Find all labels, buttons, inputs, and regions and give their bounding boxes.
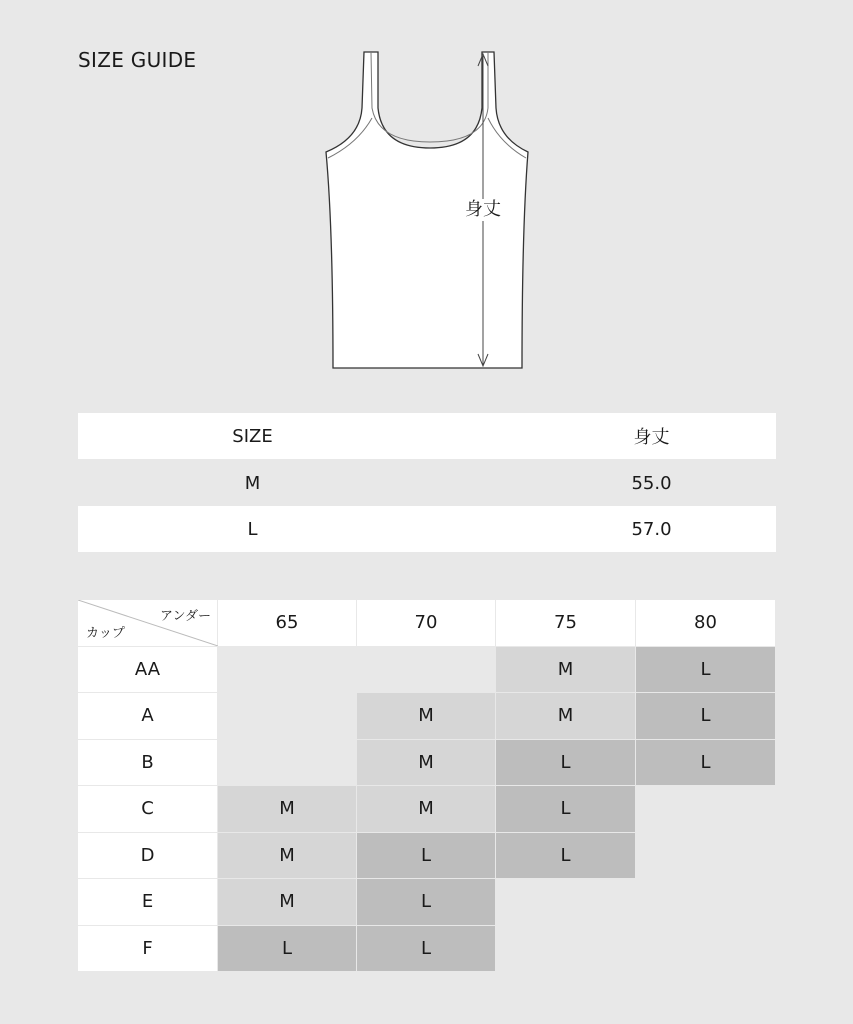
size-cell-m: M <box>218 833 357 880</box>
size-cell-empty <box>496 879 636 926</box>
size-cell-empty <box>636 786 776 833</box>
grid-corner <box>78 600 218 647</box>
cup-size-label: B <box>78 740 218 787</box>
size-cell-m: M <box>496 647 636 694</box>
size-cell-empty <box>218 693 357 740</box>
size-cell-empty <box>357 647 496 694</box>
size-cell-m: M <box>218 879 357 926</box>
size-cell-m: M <box>357 786 496 833</box>
corner-under-label: アンダー <box>160 609 211 624</box>
size-cell-m: M <box>357 740 496 787</box>
cup-size-label: D <box>78 833 218 880</box>
table-row <box>78 460 776 506</box>
cup-size-label: C <box>78 786 218 833</box>
tank-top-diagram <box>318 48 538 374</box>
size-cell-l: L <box>636 647 776 694</box>
cup-size-label: A <box>78 693 218 740</box>
size-cell-m: M <box>218 786 357 833</box>
length-label: 身丈 <box>465 199 501 220</box>
row-length: 55.0 <box>631 472 672 494</box>
size-cell-empty <box>496 926 636 973</box>
size-cell-empty <box>218 740 357 787</box>
size-cell-empty <box>218 647 357 694</box>
size-cell-l: L <box>357 926 496 973</box>
cup-size-label: E <box>78 879 218 926</box>
table-header-row <box>78 413 776 459</box>
size-cell-empty <box>636 926 776 973</box>
size-cell-m: M <box>357 693 496 740</box>
size-cell-l: L <box>357 879 496 926</box>
size-cell-l: L <box>496 786 636 833</box>
header-size: SIZE <box>232 425 273 447</box>
size-cell-l: L <box>636 693 776 740</box>
under-size-header: 80 <box>636 600 776 647</box>
bra-size-grid <box>78 600 776 972</box>
size-cell-l: L <box>636 740 776 787</box>
size-cell-m: M <box>496 693 636 740</box>
table-row <box>78 506 776 552</box>
page-title: SIZE GUIDE <box>78 48 197 72</box>
size-cell-empty <box>636 833 776 880</box>
header-length: 身丈 <box>633 427 670 448</box>
cup-size-label: AA <box>78 647 218 694</box>
under-size-header: 75 <box>496 600 636 647</box>
measurement-table <box>78 413 776 552</box>
size-cell-empty <box>636 879 776 926</box>
size-cell-l: L <box>496 740 636 787</box>
size-cell-l: L <box>357 833 496 880</box>
row-size: L <box>247 518 258 540</box>
row-length: 57.0 <box>631 518 672 540</box>
row-size: M <box>244 472 261 494</box>
under-size-header: 70 <box>357 600 496 647</box>
size-cell-l: L <box>218 926 357 973</box>
under-size-header: 65 <box>218 600 357 647</box>
cup-size-label: F <box>78 926 218 973</box>
size-cell-l: L <box>496 833 636 880</box>
corner-cup-label: カップ <box>86 625 125 641</box>
